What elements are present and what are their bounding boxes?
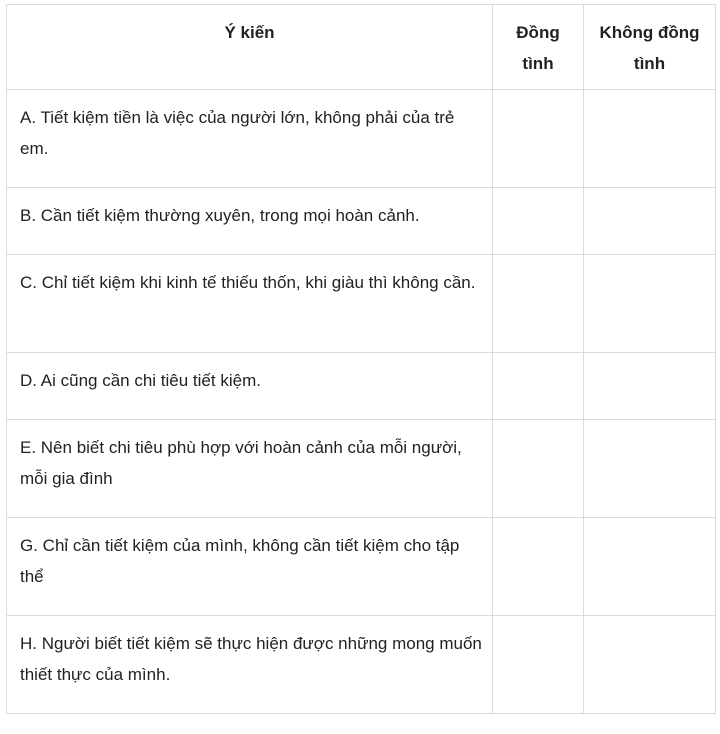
table-row (7, 255, 716, 353)
table-row (7, 420, 716, 518)
disagree-cell[interactable] (584, 90, 716, 188)
disagree-cell[interactable] (584, 616, 716, 714)
opinion-cell: H. Người biết tiết kiệm sẽ thực hiện được những mong muốn thiết thực của mình. (7, 616, 493, 714)
opinion-table (6, 4, 716, 714)
agree-cell[interactable] (493, 616, 584, 714)
table-row (7, 518, 716, 616)
table-row (7, 353, 716, 420)
disagree-cell[interactable] (584, 255, 716, 353)
agree-cell[interactable] (493, 188, 584, 255)
agree-cell[interactable] (493, 420, 584, 518)
opinion-cell: E. Nên biết chi tiêu phù hợp với hoàn cảnh của mỗi người, mỗi gia đình (7, 420, 493, 518)
table-row (7, 616, 716, 714)
opinion-cell: C. Chỉ tiết kiệm khi kinh tế thiếu thốn, khi giàu thì không cần. (7, 255, 493, 353)
agree-cell[interactable] (493, 90, 584, 188)
disagree-cell[interactable] (584, 420, 716, 518)
header-opinion: Ý kiến (7, 5, 493, 90)
header-disagree: Không đồng tình (584, 5, 716, 90)
opinion-cell: B. Cần tiết kiệm thường xuyên, trong mọi hoàn cảnh. (7, 188, 493, 255)
table-row (7, 188, 716, 255)
agree-cell[interactable] (493, 255, 584, 353)
disagree-cell[interactable] (584, 518, 716, 616)
opinion-cell: G. Chỉ cần tiết kiệm của mình, không cần tiết kiệm cho tập thể (7, 518, 493, 616)
agree-cell[interactable] (493, 518, 584, 616)
table-row (7, 90, 716, 188)
header-agree: Đồng tình (493, 5, 584, 90)
agree-cell[interactable] (493, 353, 584, 420)
disagree-cell[interactable] (584, 188, 716, 255)
disagree-cell[interactable] (584, 353, 716, 420)
opinion-cell: D. Ai cũng cần chi tiêu tiết kiệm. (7, 353, 493, 420)
opinion-cell: A. Tiết kiệm tiền là việc của người lớn, không phải của trẻ em. (7, 90, 493, 188)
table-header-row (7, 5, 716, 90)
